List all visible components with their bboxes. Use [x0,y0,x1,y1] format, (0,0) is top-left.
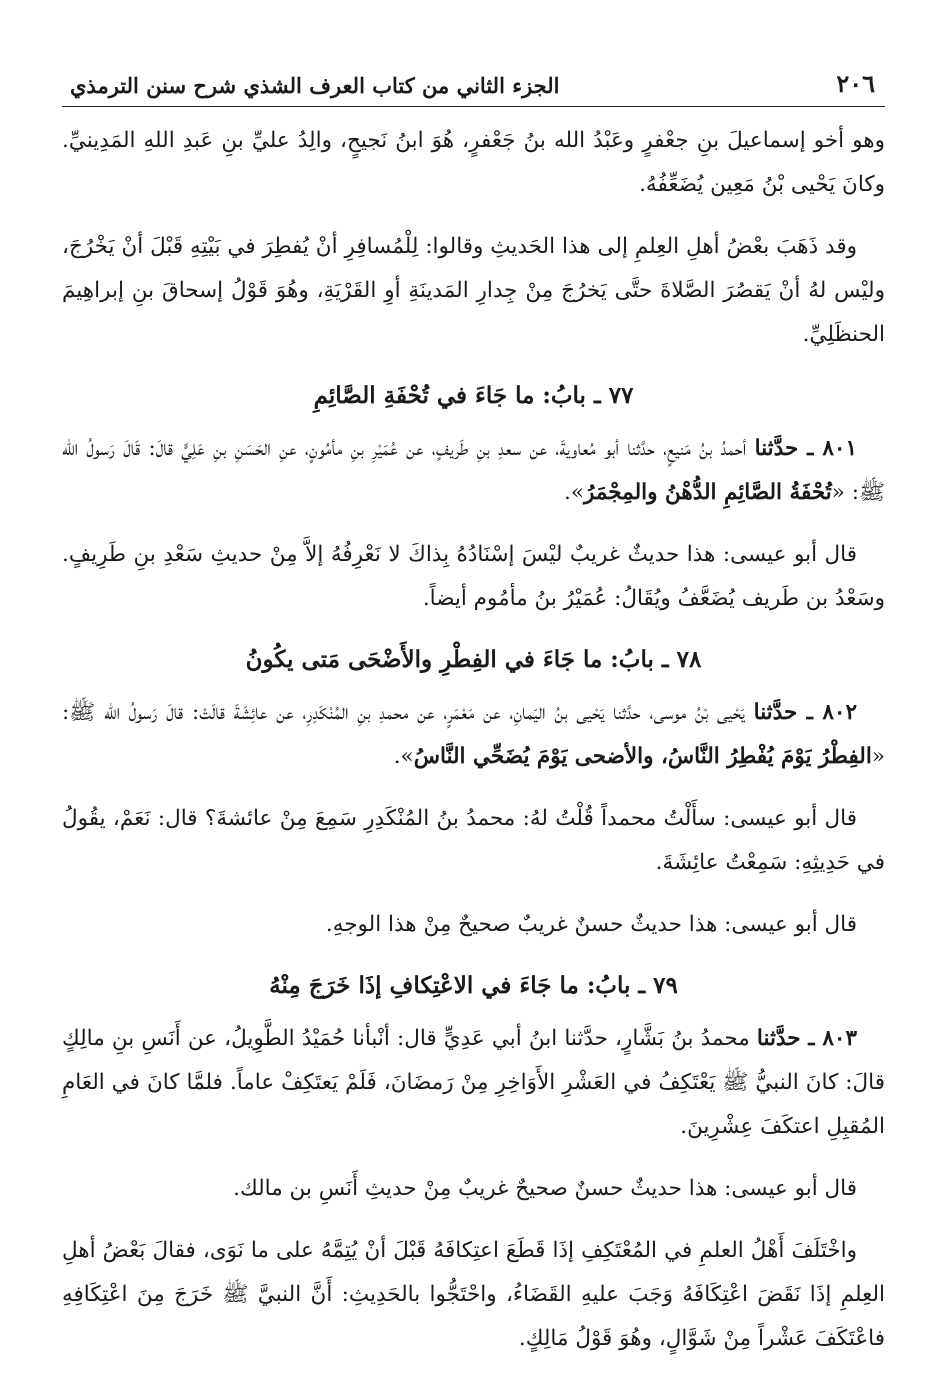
page-number: ٢٠٦ [836,69,875,98]
hadith-tail: ». [393,744,414,769]
paragraph: وهو أخو إسماعيلَ بنِ جعْفرٍ وعَبْدُ الله بنُ جَعْفرٍ، هُوَ ابنُ نَجيحٍ، والِدُ عليِّ بنِ عَبدِ اللهِ المَدِينيِّ. وكانَ يَحْيى بْنُ مَعِين يُضَعِّفُهُ. [62,128,885,197]
page-header [62,52,885,107]
hadith-lead: ٨٠٢ ـ حدَّثنا [753,700,857,725]
paragraph: قال أبو عيسى: هذا حديثٌ حسنٌ غريبٌ صحيحٌ مِنْ هذا الوجهِ. [325,912,857,937]
paragraph: قال أبو عيسى: هذا حديثٌ حسنٌ صحيحٌ غريبٌ مِنْ حديثِ أَنَسِ بن مالك. [233,1176,857,1201]
running-title: الجزء الثاني من كتاب العرف الشذي شرح سنن الترمذي [70,73,560,98]
paragraph: قال أبو عيسى: هذا حديثٌ غريبٌ ليْسَ إسْنَادُهُ بِذاكَ لا نَعْرِفُهُ إلاَّ مِنْ حديثِ سَعْدِ بنِ طَرِيفٍ. وسَعْدُ بن طَريف يُضَعَّفُ ويُقَالُ: عُمَيْرُ بنُ مأمُوم أيضاً. [62,542,885,611]
page-content [62,107,885,1361]
hadith-isnad: محمدُ بنُ بَشَّارٍ، حدَّثنا ابنُ أبي عَدِيٍّ قال: أنْبأنا حُمَيْدُ الطَّوِيلُ، عن أَنَسِ بنِ مالِكٍ قالَ: كانَ النبيُّ ﷺ يَعْتَكِفُ في العَشْرِ الأَوَاخِرِ مِنْ رَمضَانَ، فَلَمْ يَعتَكِفْ عاماً. فلمَّا كانَ في العَامِ المُقبِلِ اعتكَفَ عِشْرِينَ. [62,1026,885,1139]
paragraph: وقد ذَهَبَ بعْضُ أهلِ العِلمِ إلى هذا الحَديثِ وقالوا: لِلْمُسافِرِ أنْ يُفطِرَ في بَيْتِهِ قَبْلَ أنْ يَخْرُجَ، وليْس لهُ أنْ يَقصُرَ الصَّلاةَ حتَّى يَخرُجَ مِنْ جِدارِ المَدينَةِ أوِ القَرْيَةِ، وهُوَ قَوْلُ إسحاقَ بنِ إبراهِيمَ الحنظَلِيِّ. [62,234,885,347]
hadith-lead: ٨٠٣ ـ حدَّثنا [756,1026,858,1051]
hadith-lead: ٨٠١ ـ حدَّثنا [754,436,857,461]
hadith-paragraph [62,427,885,515]
hadith-tail: ». [564,480,585,505]
hadith-isnad: يَحْيى بْنُ موسى، حدَّثنا يَحْيى بنُ اليَمانِ، عن مَعْمَرٍ، عن محمدِ بنِ المُنْكَدِرِ، عن عائِشَةَ قالَتْ: قالَ رَسولُ الله ﷺ: « [62,700,885,769]
hadith-isnad: أحمدُ بنُ مَنيعٍ، حدَّثنا أبو مُعاويةَ، عن سعدِ بنِ طَريفٍ، عن عُمَيْرِ بنِ مأمُونٍ، عنِ الحَسَنِ بنِ عَلِيٍّ قالَ: قَالَ رَسولُ الله ﷺ: « [62,436,885,505]
chapter-heading: ٧٨ ـ بابُ: ما جَاءَ في الفِطْرِ والأَضْحَى مَتى يكُونُ [245,646,702,673]
hadith-matn: تُحْفَةُ الصَّائِمِ الدُّهْنُ والمِجْمَرُ [584,480,832,505]
chapter-heading: ٧٧ ـ بابُ: ما جَاءَ في تُحْفَةِ الصَّائِمِ [313,382,634,409]
hadith-matn: الفِطْرُ يَوْمَ يُفْطِرُ النَّاسُ، والأضحى يَوْمَ يُضَحِّي النَّاسُ [413,744,872,769]
chapter-heading: ٧٩ ـ بابُ: ما جَاءَ في الاعْتِكافِ إذَا خَرَجَ مِنْهُ [269,972,678,999]
paragraph: واخْتَلَفَ أَهْلُ العلمِ في المُعْتَكِفِ إذَا قَطَعَ اعتِكافَهُ قَبْلَ أنْ يُتِمَّهُ على ما نَوَى، فقالَ بَعْضُ أهلِ العِلمِ إذَا نَقَضَ اعْتِكَافَهُ وَجَبَ عليهِ القَضَاءُ، واحْتَجُّوا بالحَدِيثِ: أَنَّ النبيَّ ﷺ خَرَجَ مِنَ اعْتِكَافِهِ فاعْتَكَفَ عَشْراً مِنْ شَوَّالٍ، وهُوَ قَوْلُ مَالِكٍ. [62,1238,885,1351]
hadith-paragraph [62,691,885,779]
paragraph: قال أبو عيسى: سأَلْتُ محمداً قُلْتُ لهُ: محمدُ بنُ المُنْكَدِرِ سَمِعَ مِنْ عائشةَ؟ قال: نَعَمْ، يقُولُ في حَدِيثِهِ: سَمِعْتُ عائِشَةَ. [62,806,885,875]
hadith-paragraph [62,1017,885,1149]
